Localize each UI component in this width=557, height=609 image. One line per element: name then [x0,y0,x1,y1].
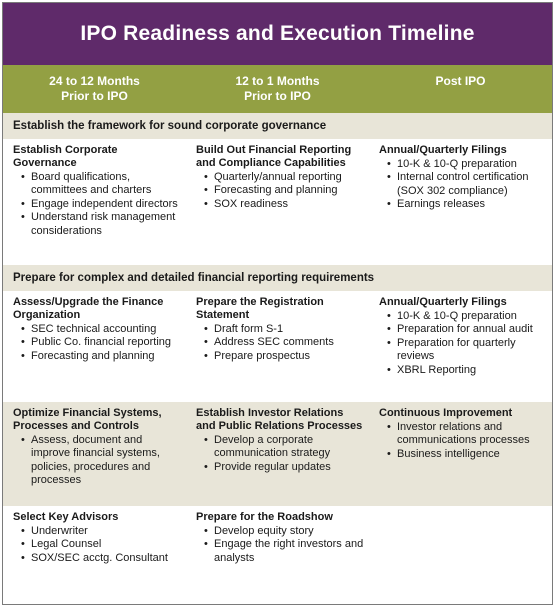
bullet-item: • Draft form S-1 [204,323,365,336]
timeline-cell [369,506,552,604]
bullet-item: • Investor relations and communications processes [387,421,548,448]
bullet-item: • Public Co. financial reporting [21,336,182,349]
timeline-frame [2,2,553,605]
bullet-list [379,421,548,461]
bullet-item: • Develop equity story [204,525,365,538]
bullet-item: • SOX/SEC acctg. Consultant [21,552,182,565]
bullet-item: • Assess, document and improve financial systems, policies, procedures and processes [21,434,182,488]
bullet-item: • Legal Counsel [21,538,182,551]
timeline-cell [369,291,552,402]
bullet-item: • Prepare prospectus [204,350,365,363]
bullet-item: • Engage the right investors and analysts [204,538,365,565]
bullet-list [196,171,365,211]
bullet-item: • Business intelligence [387,448,548,461]
timeline-cell [186,402,369,506]
row-systems-relations [3,402,552,506]
bullet-item: • Internal control certification (SOX 302 compliance) [387,171,548,198]
column-header-line: Prior to IPO [244,89,311,103]
bullet-item: • XBRL Reporting [387,364,548,377]
bullet-item: • Preparation for quarterly reviews [387,337,548,364]
section-heading: Establish the framework for sound corporate governance [3,113,552,139]
bullet-item: • Forecasting and planning [21,350,182,363]
bullet-list [196,525,365,565]
bullet-list [196,323,365,363]
bullet-item: • Provide regular updates [204,461,365,474]
cell-title: Optimize Financial Systems, Processes and Controls [13,407,162,432]
timeline-cell [186,139,369,265]
bullet-item: • Preparation for annual audit [387,323,548,336]
column-header-line: Prior to IPO [61,89,128,103]
bullet-item: • Engage independent directors [21,198,182,211]
section-heading: Prepare for complex and detailed financial reporting requirements [3,265,552,291]
bullet-item: • Understand risk management considerations [21,211,182,238]
bullet-item: • SOX readiness [204,198,365,211]
timeline-cell [186,506,369,604]
timeline-cell [3,506,186,604]
cell-title: Assess/Upgrade the Finance Organization [13,296,164,321]
timeline-cell [369,139,552,265]
bullet-list [379,310,548,377]
column-header-line: 24 to 12 Months [49,74,140,88]
bullet-item: • Forecasting and planning [204,184,365,197]
cell-title: Prepare the Registration Statement [196,296,324,321]
cell-title: Continuous Improvement [379,407,513,419]
row-advisors-roadshow [3,506,552,604]
bullet-item: • Board qualifications, committees and charters [21,171,182,198]
bullet-item: • Address SEC comments [204,336,365,349]
bullet-list [196,434,365,474]
column-header-post-ipo [369,65,552,113]
cell-title: Annual/Quarterly Filings [379,296,507,308]
bullet-list [13,323,182,363]
bullet-list [379,158,548,212]
bullet-item: • 10-K & 10-Q preparation [387,158,548,171]
column-header-12-1 [186,65,369,113]
timeline-cell [369,402,552,506]
page-title: IPO Readiness and Execution Timeline [3,3,552,65]
bullet-item: • SEC technical accounting [21,323,182,336]
column-header-24-12 [3,65,186,113]
bullet-item: • Earnings releases [387,198,548,211]
cell-title: Prepare for the Roadshow [196,511,333,523]
timeline-cell [3,402,186,506]
bullet-list [13,525,182,565]
cell-title: Build Out Financial Reporting and Compliance Capabilities [196,144,352,169]
column-header-line: 12 to 1 Months [235,74,320,88]
timeline-cell [3,139,186,265]
cell-title: Establish Corporate Governance [13,144,118,169]
bullet-list [13,434,182,488]
bullet-item: • Quarterly/annual reporting [204,171,365,184]
cell-title: Annual/Quarterly Filings [379,144,507,156]
row-financial-reporting [3,291,552,402]
timeline-cell [186,291,369,402]
timeline-cell [3,291,186,402]
bullet-list [13,171,182,238]
cell-title: Establish Investor Relations and Public Relations Processes [196,407,363,432]
cell-title: Select Key Advisors [13,511,119,523]
row-governance [3,139,552,265]
column-header-line: Post IPO [435,74,486,88]
bullet-item: • Underwriter [21,525,182,538]
column-header-row [3,65,552,113]
bullet-item: • 10-K & 10-Q preparation [387,310,548,323]
bullet-item: • Develop a corporate communication strategy [204,434,365,461]
